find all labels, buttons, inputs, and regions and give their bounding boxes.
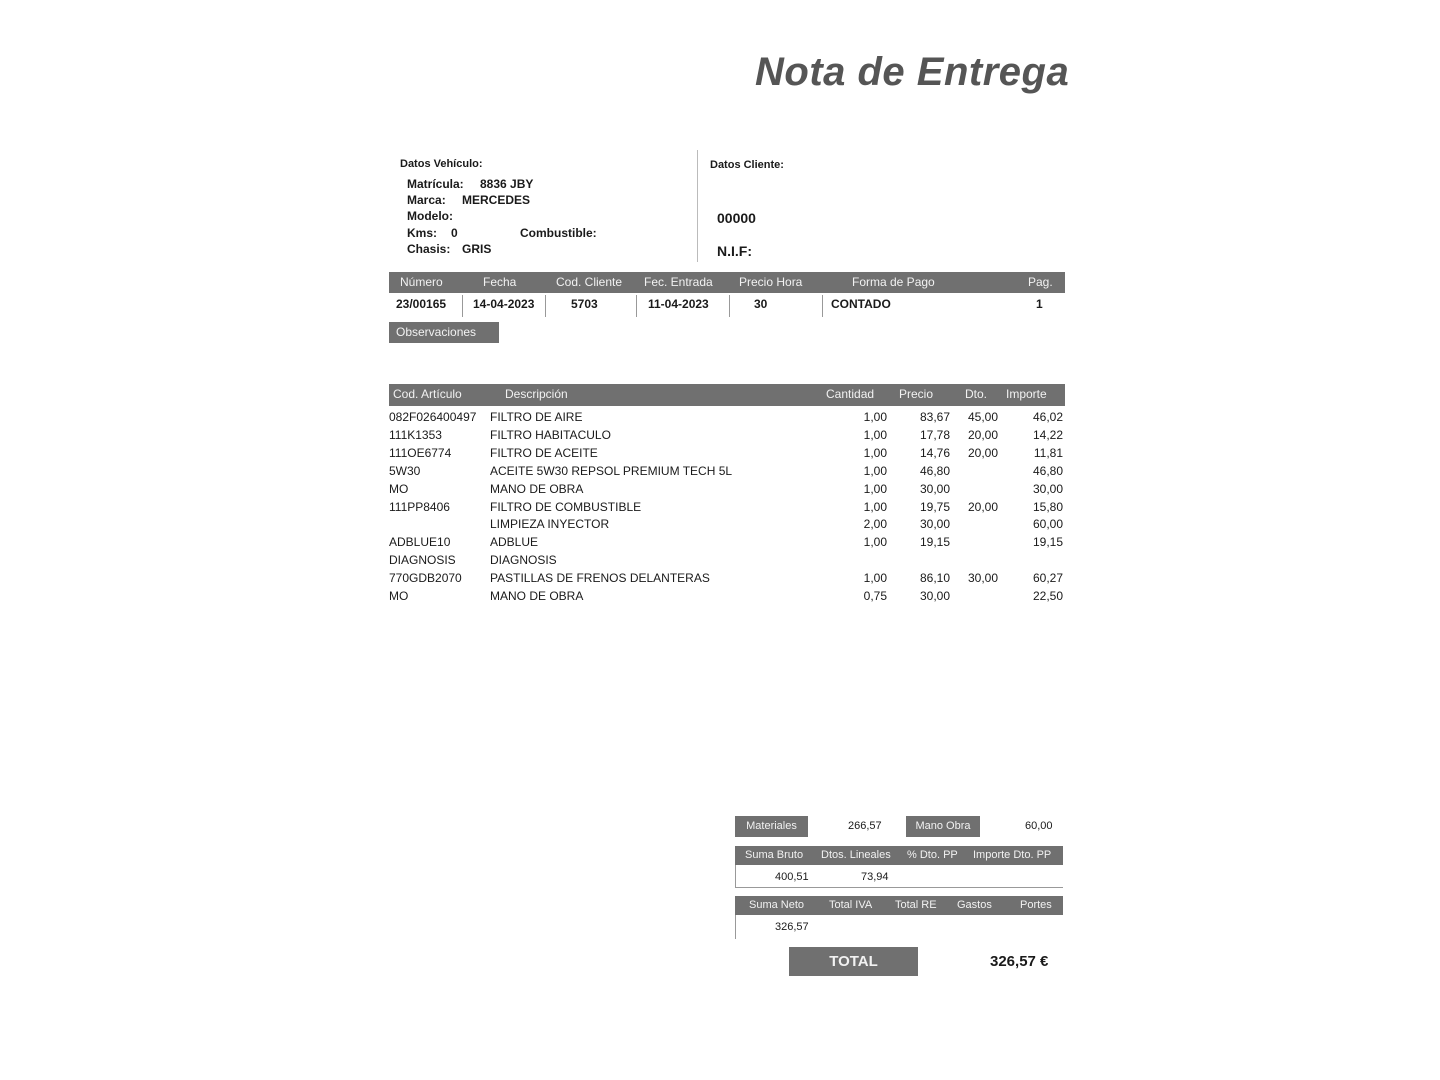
item-description: FILTRO DE AIRE: [490, 410, 583, 424]
item-code: 770GDB2070: [389, 571, 462, 586]
totals-bar-1: [735, 846, 1063, 865]
kms-label: Kms:: [407, 226, 438, 240]
item-price: 83,67: [919, 410, 950, 424]
matricula-value: 8836 JBY: [480, 177, 534, 191]
dtos-lineales-value: 73,94: [861, 871, 889, 883]
header-fec-entrada: Fec. Entrada: [644, 275, 713, 289]
item-price: 86,10: [919, 571, 950, 586]
item-amount: 46,02: [1032, 410, 1063, 424]
item-code: MO: [389, 481, 409, 496]
item-code: 111PP8406: [389, 499, 450, 514]
item-discount: 20,00: [967, 427, 998, 442]
item-price: 30,00: [919, 589, 950, 603]
item-price: 19,75: [919, 499, 950, 514]
item-code: ADBLUE10: [389, 535, 451, 550]
section-divider: [697, 150, 698, 262]
item-quantity: 1,00: [863, 571, 887, 586]
item-price: 46,80: [919, 463, 950, 478]
suma-bruto-value: 400,51: [775, 871, 809, 883]
table-row: [389, 428, 1065, 446]
item-code: 111K1353: [389, 427, 442, 442]
item-code: 111OE6774: [389, 445, 452, 460]
order-header-bar: [389, 272, 1065, 293]
item-discount: 45,00: [967, 410, 998, 424]
total-value: 326,57 €: [990, 953, 1049, 970]
table-row: [389, 410, 1065, 428]
item-amount: 60,00: [1032, 517, 1063, 532]
header-importe: Importe: [1006, 387, 1047, 401]
item-description: FILTRO HABITACULO: [490, 427, 611, 442]
header-descripcion: Descripción: [505, 387, 568, 401]
item-amount: 19,15: [1032, 535, 1063, 550]
item-discount: 20,00: [967, 499, 998, 514]
header-pag: Pag.: [1028, 275, 1053, 289]
item-description: FILTRO DE COMBUSTIBLE: [490, 499, 642, 514]
document-title: Nota de Entrega: [755, 50, 1070, 94]
item-code: 5W30: [389, 463, 421, 478]
item-price: 19,15: [919, 535, 950, 550]
item-amount: 46,80: [1032, 463, 1063, 478]
nif-label: N.I.F:: [717, 243, 752, 259]
table-row: [389, 589, 1065, 607]
header-precio-hora: Precio Hora: [739, 275, 803, 289]
totals-left-border: [735, 865, 736, 888]
value-numero: 23/00165: [396, 297, 447, 311]
item-amount: 30,00: [1032, 481, 1063, 496]
table-row: [389, 482, 1065, 500]
table-row: [389, 500, 1065, 518]
dto-pp-label: % Dto. PP: [907, 849, 958, 861]
totals-bar-2: [735, 896, 1063, 915]
item-description: ACEITE 5W30 REPSOL PREMIUM TECH 5L: [490, 463, 733, 478]
client-heading: Datos Cliente:: [710, 159, 784, 171]
header-precio: Precio: [899, 387, 934, 401]
item-quantity: 2,00: [863, 517, 887, 532]
suma-bruto-label: Suma Bruto: [745, 849, 804, 861]
item-quantity: 1,00: [863, 445, 887, 460]
col-separator: [545, 295, 546, 317]
portes-label: Portes: [1020, 899, 1052, 911]
item-description: PASTILLAS DE FRENOS DELANTERAS: [490, 571, 710, 586]
col-separator: [729, 295, 730, 317]
mano-obra-value: 60,00: [1025, 820, 1053, 832]
item-description: FILTRO DE ACEITE: [490, 445, 598, 460]
item-quantity: 1,00: [863, 535, 887, 550]
item-price: 30,00: [919, 517, 950, 532]
value-pag: 1: [1036, 297, 1043, 311]
total-iva-label: Total IVA: [829, 899, 873, 911]
value-forma-pago: CONTADO: [831, 297, 891, 311]
header-cod-articulo: Cod. Artículo: [393, 387, 462, 401]
materiales-label: Materiales: [735, 816, 808, 837]
total-label: TOTAL: [789, 947, 918, 976]
kms-value: 0: [451, 226, 458, 240]
item-amount: 11,81: [1033, 445, 1063, 460]
vehicle-heading: Datos Vehículo:: [400, 158, 483, 170]
order-values-row: [389, 297, 1065, 317]
item-amount: 15,80: [1032, 499, 1063, 514]
item-description: DIAGNOSIS: [490, 553, 557, 568]
table-row: [389, 535, 1065, 553]
items-header-bar: [389, 384, 1065, 406]
total-re-label: Total RE: [895, 899, 937, 911]
table-row: [389, 517, 1065, 535]
observaciones-label: Observaciones: [389, 322, 499, 343]
value-precio-hora: 30: [754, 297, 768, 311]
table-row: [389, 553, 1065, 571]
item-amount: 14,22: [1032, 427, 1063, 442]
client-code: 00000: [717, 210, 756, 226]
value-fec-entrada: 11-04-2023: [648, 297, 709, 311]
col-separator: [462, 295, 463, 317]
marca-value: MERCEDES: [462, 193, 531, 207]
vehicle-section: [400, 158, 690, 268]
mano-obra-label: Mano Obra: [906, 816, 980, 837]
marca-label: Marca:: [407, 193, 446, 207]
importe-dto-pp-label: Importe Dto. PP: [973, 849, 1052, 861]
header-dto: Dto.: [965, 387, 988, 401]
chasis-label: Chasis:: [407, 242, 451, 256]
col-separator: [822, 295, 823, 317]
item-code: MO: [389, 589, 409, 603]
combustible-label: Combustible:: [520, 226, 597, 240]
header-cantidad: Cantidad: [826, 387, 875, 401]
item-quantity: 1,00: [863, 499, 887, 514]
item-description: ADBLUE: [490, 535, 539, 550]
col-separator: [636, 295, 637, 317]
modelo-label: Modelo:: [407, 209, 453, 223]
totals-left-border: [735, 915, 736, 939]
table-row: [389, 571, 1065, 589]
gastos-label: Gastos: [957, 899, 992, 911]
table-row: [389, 446, 1065, 464]
item-discount: 20,00: [967, 445, 998, 460]
item-discount: 30,00: [967, 571, 998, 586]
header-cod-cliente: Cod. Cliente: [556, 275, 623, 289]
suma-neto-value: 326,57: [775, 921, 809, 933]
item-quantity: 1,00: [863, 481, 887, 496]
item-price: 17,78: [919, 427, 950, 442]
totals-underline: [735, 887, 1063, 888]
materiales-value: 266,57: [848, 820, 882, 832]
chasis-value: GRIS: [462, 242, 492, 256]
value-fecha: 14-04-2023: [473, 297, 535, 311]
client-section: [710, 158, 1060, 268]
item-quantity: 1,00: [863, 410, 887, 424]
matricula-label: Matrícula:: [407, 177, 464, 191]
item-price: 14,76: [919, 445, 950, 460]
item-code: DIAGNOSIS: [389, 553, 456, 568]
value-cod-cliente: 5703: [571, 297, 598, 311]
item-code: 082F026400497: [389, 410, 477, 424]
item-description: MANO DE OBRA: [490, 589, 584, 603]
header-forma-pago: Forma de Pago: [852, 275, 935, 289]
header-fecha: Fecha: [483, 275, 517, 289]
table-row: [389, 464, 1065, 482]
item-quantity: 0,75: [863, 589, 887, 603]
dtos-lineales-label: Dtos. Lineales: [821, 849, 891, 861]
item-amount: 22,50: [1032, 589, 1063, 603]
item-quantity: 1,00: [863, 427, 887, 442]
suma-neto-label: Suma Neto: [749, 899, 805, 911]
item-quantity: 1,00: [863, 463, 887, 478]
item-amount: 60,27: [1032, 571, 1063, 586]
item-description: MANO DE OBRA: [490, 481, 584, 496]
header-numero: Número: [400, 275, 443, 289]
item-description: LIMPIEZA INYECTOR: [490, 517, 610, 532]
item-price: 30,00: [919, 481, 950, 496]
